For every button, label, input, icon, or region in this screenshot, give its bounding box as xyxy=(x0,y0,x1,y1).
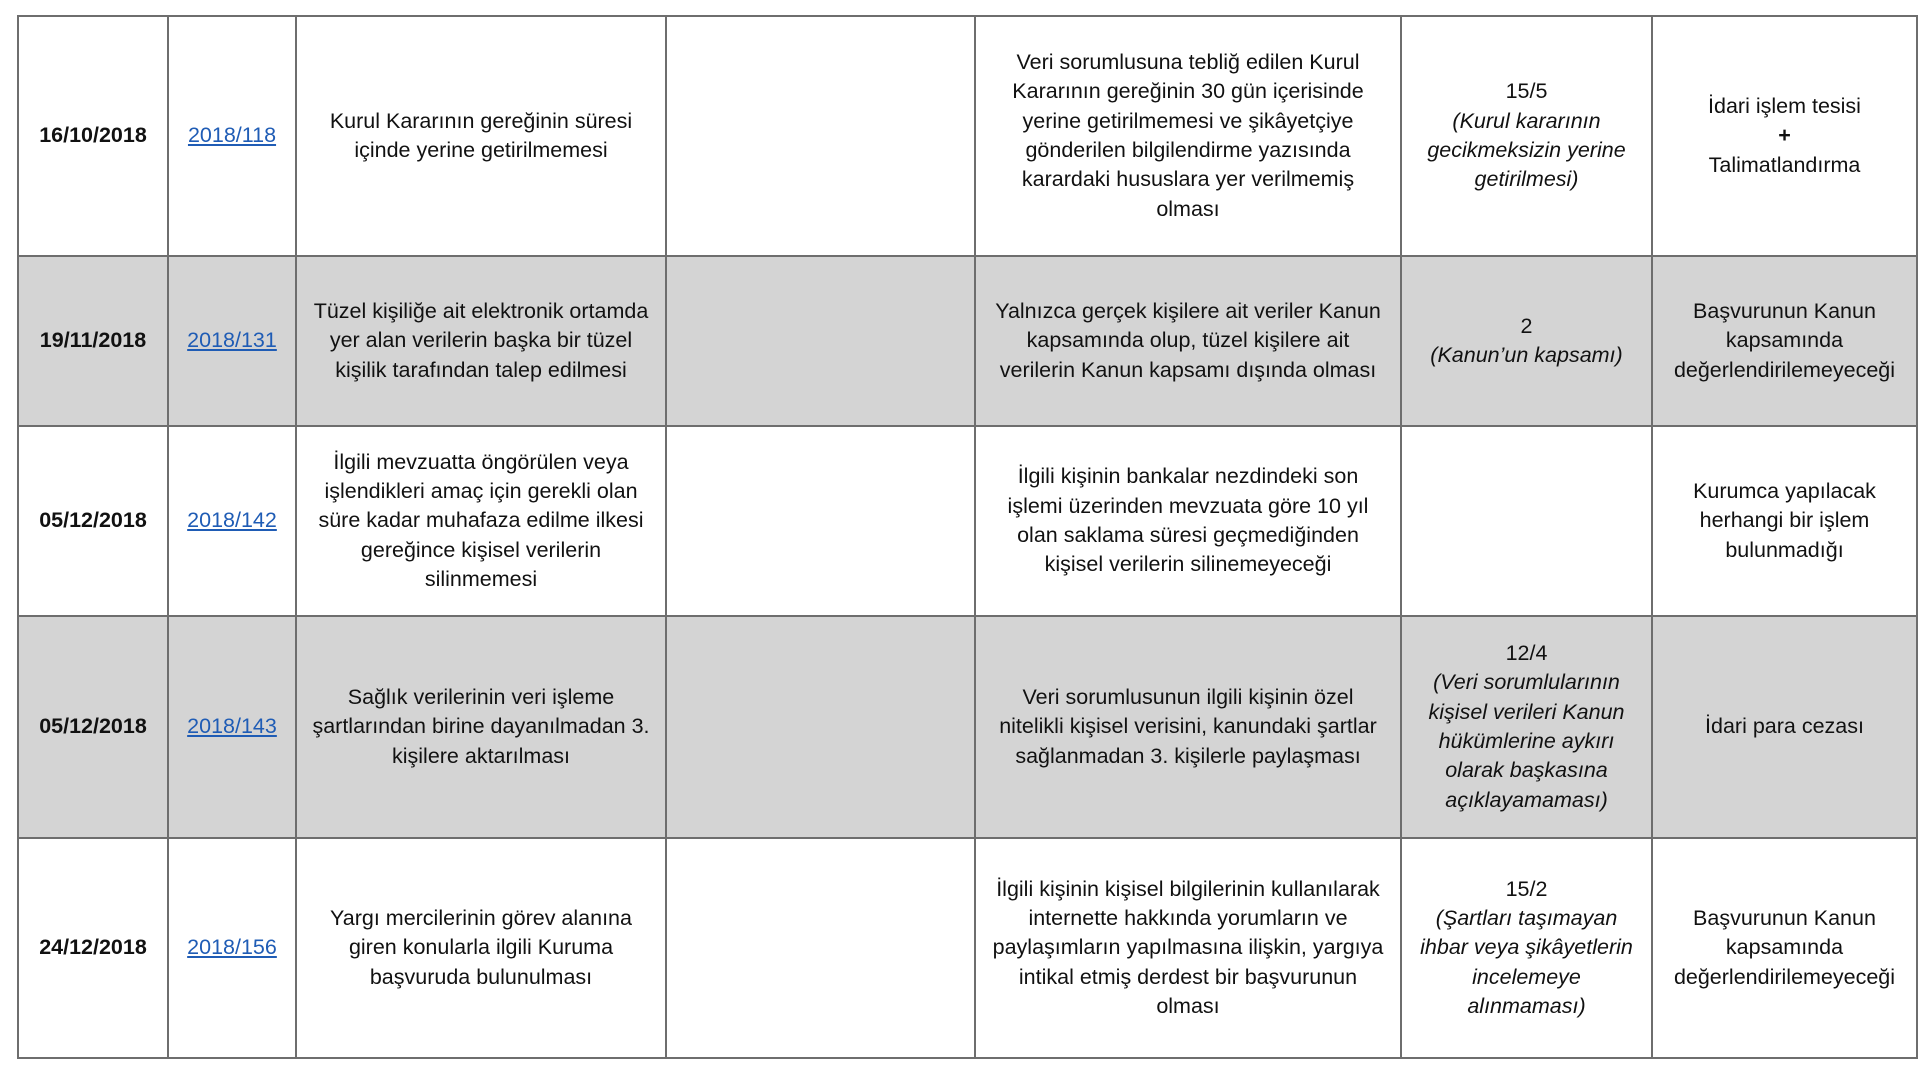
empty-cell xyxy=(666,616,975,838)
article-cell xyxy=(1401,838,1652,1058)
decision-link[interactable]: 2018/131 xyxy=(187,328,277,353)
summary-cell: Veri sorumlusuna tebliğ edilen Kurul Kararının gereğinin 30 gün içerisinde yerine getirilmemesi ve şikâyetçiye gönderilen bilgilendirme yazısında karardaki hususlara yer verilmemiş olması xyxy=(975,16,1401,256)
decision-link[interactable]: 2018/143 xyxy=(187,714,277,739)
article-description: (Veri sorumlularının kişisel verileri Kanun hükümlerine aykırı olarak başkasına açıklayamaması) xyxy=(1428,670,1625,812)
result-cell: Kurumca yapılacak herhangi bir işlem bulunmadığı xyxy=(1652,426,1917,616)
article-cell xyxy=(1401,16,1652,256)
date-cell: 16/10/2018 xyxy=(18,16,168,256)
subject-cell: İlgili mevzuatta öngörülen veya işlendikleri amaç için gerekli olan süre kadar muhafaza edilme ilkesi gereğince kişisel verilerin silinmemesi xyxy=(296,426,666,616)
empty-cell xyxy=(666,838,975,1058)
article-number: 12/4 xyxy=(1505,641,1548,666)
decision-number-cell xyxy=(168,838,296,1058)
result-cell: Başvurunun Kanun kapsamında değerlendirilemeyeceği xyxy=(1652,256,1917,426)
article-cell xyxy=(1401,256,1652,426)
result-line: İdari işlem tesisi xyxy=(1708,94,1861,119)
table-row xyxy=(18,426,1917,616)
date-cell: 05/12/2018 xyxy=(18,426,168,616)
subject-cell: Sağlık verilerinin veri işleme şartlarından birine dayanılmadan 3. kişilere aktarılması xyxy=(296,616,666,838)
subject-cell: Yargı mercilerinin görev alanına giren konularla ilgili Kuruma başvuruda bulunulması xyxy=(296,838,666,1058)
table-row xyxy=(18,256,1917,426)
result-cell: İdari para cezası xyxy=(1652,616,1917,838)
table-row xyxy=(18,838,1917,1058)
empty-cell xyxy=(666,16,975,256)
article-number: 15/2 xyxy=(1505,876,1548,901)
decision-number-cell xyxy=(168,426,296,616)
article-cell xyxy=(1401,616,1652,838)
decision-link[interactable]: 2018/118 xyxy=(187,123,277,148)
empty-cell xyxy=(666,256,975,426)
article-description: (Şartları taşımayan ihbar veya şikâyetlerin incelemeye alınmaması) xyxy=(1420,906,1633,1018)
date-cell: 05/12/2018 xyxy=(18,616,168,838)
summary-cell: İlgili kişinin bankalar nezdindeki son işlemi üzerinden mevzuata göre 10 yıl olan saklama süresi geçmediğinden kişisel verilerin silinemeyeceği xyxy=(975,426,1401,616)
table-row xyxy=(18,16,1917,256)
article-description: (Kanun’un kapsamı) xyxy=(1430,343,1623,367)
empty-cell xyxy=(666,426,975,616)
subject-cell: Tüzel kişiliğe ait elektronik ortamda yer alan verilerin başka bir tüzel kişilik tarafından talep edilmesi xyxy=(296,256,666,426)
decision-link[interactable]: 2018/142 xyxy=(187,508,277,533)
decisions-table xyxy=(17,15,1918,1059)
date-cell: 19/11/2018 xyxy=(18,256,168,426)
summary-cell: İlgili kişinin kişisel bilgilerinin kullanılarak internette hakkında yorumların ve paylaşımların yapılmasına ilişkin, yargıya intikal etmiş derdest bir başvurunun olması xyxy=(975,838,1401,1058)
subject-cell: Kurul Kararının gereğinin süresi içinde yerine getirilmemesi xyxy=(296,16,666,256)
article-cell xyxy=(1401,426,1652,616)
result-line: Talimatlandırma xyxy=(1708,152,1861,177)
summary-cell: Veri sorumlusunun ilgili kişinin özel nitelikli kişisel verisini, kanundaki şartlar sağlanmadan 3. kişilerle paylaşması xyxy=(975,616,1401,838)
date-cell: 24/12/2018 xyxy=(18,838,168,1058)
result-cell xyxy=(1652,16,1917,256)
article-number: 15/5 xyxy=(1505,79,1548,104)
summary-cell: Yalnızca gerçek kişilere ait veriler Kanun kapsamında olup, tüzel kişilere ait verilerin Kanun kapsamı dışında olması xyxy=(975,256,1401,426)
decision-number-cell xyxy=(168,616,296,838)
decision-link[interactable]: 2018/156 xyxy=(187,935,277,960)
result-plus: + xyxy=(1778,123,1791,148)
article-description: (Kurul kararının gecikmeksizin yerine getirilmesi) xyxy=(1427,108,1626,192)
decision-number-cell xyxy=(168,256,296,426)
result-cell: Başvurunun Kanun kapsamında değerlendirilemeyeceği xyxy=(1652,838,1917,1058)
decision-number-cell xyxy=(168,16,296,256)
article-number: 2 xyxy=(1520,313,1533,338)
table-row xyxy=(18,616,1917,838)
